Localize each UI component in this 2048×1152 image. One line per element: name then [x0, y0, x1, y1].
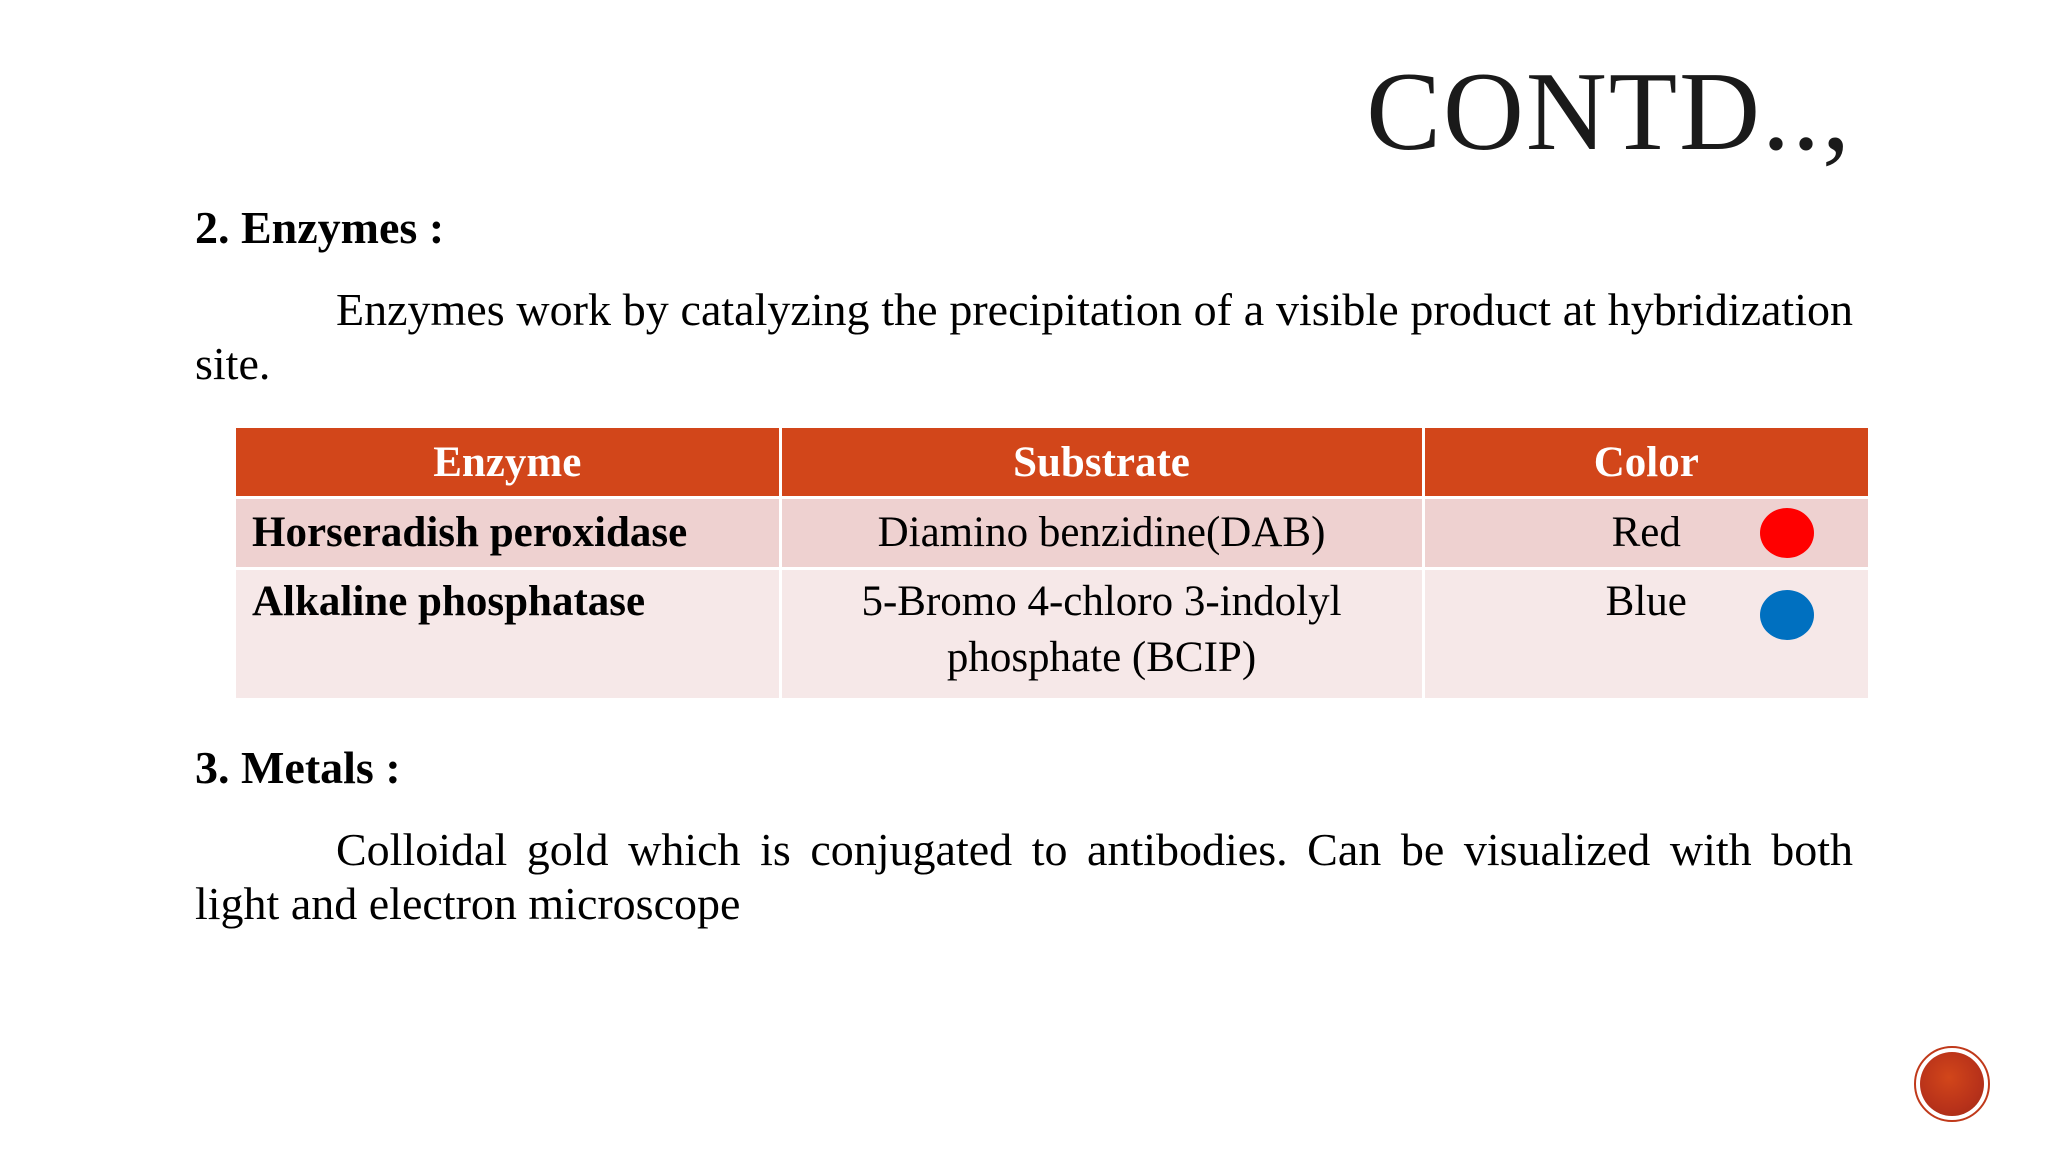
color-cell — [1423, 569, 1868, 700]
table-row — [236, 569, 1868, 700]
nav-circle-button[interactable] — [1914, 1046, 1990, 1122]
header-enzyme: Enzyme — [236, 428, 780, 498]
metals-description: Colloidal gold which is conjugated to antibodies. Can be visualized with both light and electron microscope — [195, 824, 1853, 929]
metals-heading: 3. Metals : — [195, 742, 401, 793]
header-color: Color — [1423, 428, 1868, 498]
enzyme-cell: Horseradish peroxidase — [236, 498, 780, 569]
slide-title: CONTD.., — [1366, 50, 1852, 174]
enzymes-description: Enzymes work by catalyzing the precipitation of a visible product at hybridization site. — [195, 284, 1853, 389]
red-dot-icon — [1760, 508, 1814, 558]
table-header-row — [236, 428, 1868, 498]
substrate-cell: 5-Bromo 4-chloro 3-indolyl phosphate (BCIP) — [780, 569, 1423, 700]
enzyme-cell: Alkaline phosphatase — [236, 569, 780, 700]
blue-dot-icon — [1760, 590, 1814, 640]
color-cell — [1423, 498, 1868, 569]
nav-circle-icon — [1920, 1052, 1984, 1116]
table-row — [236, 498, 1868, 569]
color-label: Blue — [1605, 578, 1687, 625]
enzyme-table — [236, 428, 1868, 701]
enzymes-heading: 2. Enzymes : — [195, 202, 445, 253]
substrate-cell: Diamino benzidine(DAB) — [780, 498, 1423, 569]
header-substrate: Substrate — [780, 428, 1423, 498]
color-label: Red — [1611, 509, 1681, 556]
